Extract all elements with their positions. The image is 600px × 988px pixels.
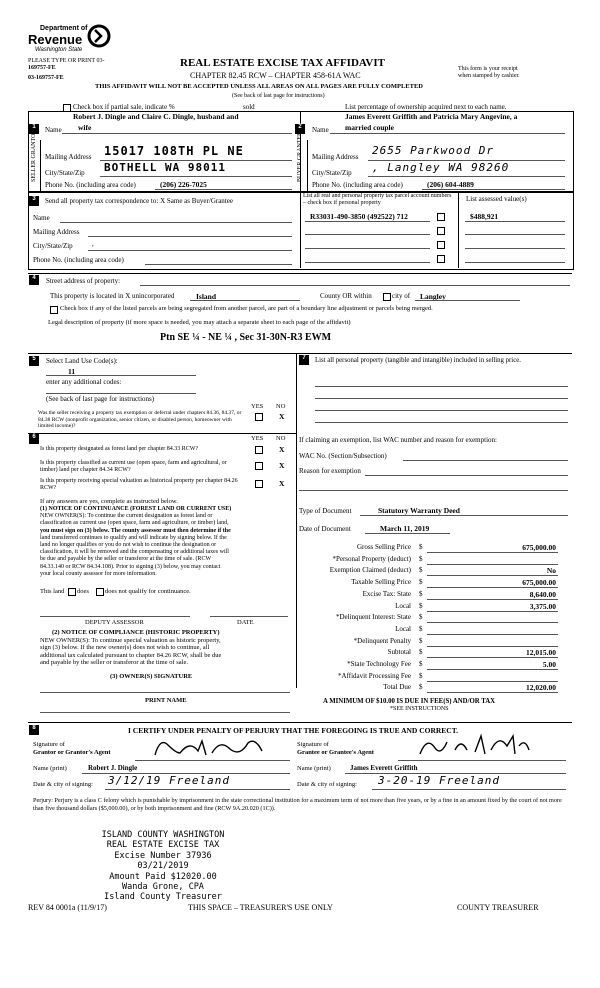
land-use-see-back: (See back of last page for instructions) (46, 395, 155, 403)
form-revision: REV 84 0001a (11/9/17) (28, 903, 107, 912)
continuance-line-6: classification, it will be removed and the compensating or additional taxes will (40, 549, 229, 556)
s5-q1-answer: X (279, 412, 285, 421)
seller-phone-value: (206) 226-7025 (160, 180, 207, 189)
parcel-header: List all real and personal property tax parcel account numbers – check box if personal property (303, 193, 452, 206)
fin-row-value: 675,000.00 (522, 543, 556, 552)
land-does-label: does (77, 588, 89, 595)
s5-yes-header: YES (251, 403, 264, 410)
s6-instructions: If any answers are yes, complete as instructed below. (40, 498, 178, 505)
fin-row-currency: $ (419, 660, 423, 668)
s5-exemption-question: Was the seller receiving a property tax exemption or deferral under chapters 84.36, 84.37, or 84.38 RCW (nonprofit organization, senior citizen, or disabled person, homeowner with limited income)? (38, 410, 242, 429)
fin-row-label: *Delinquent Interest: State (335, 613, 411, 622)
land-does-checkbox[interactable] (68, 588, 76, 596)
seller-city-label: City/State/Zip (45, 169, 85, 177)
parcel-number: R33031-490-3850 (492522) 712 (310, 212, 408, 221)
s6-q2-answer: X (279, 461, 285, 470)
grantor-signature (150, 735, 270, 761)
perjury-statement: Perjury: Perjury is a class C felony which is punishable by imprisonment in the state correctional institution for a maximum term of not more than five years, or by a fine in an amount fixed by the court of not more than five thousand dollars ($5,000.00), or by both imprisonment and fine (RCW 9A.20.020 (1C)). (33, 797, 562, 812)
minimum-fee-note: A MINIMUM OF $10.00 IS DUE IN FEE(S) AND/OR TAX (323, 698, 496, 705)
this-land-label: This land (40, 588, 65, 595)
dept-of: Department of (40, 25, 88, 32)
grantor-sig-label-2: Grantor or Grantor's Agent (33, 749, 111, 756)
wac-label: WAC No. (Section/Subsection) (299, 452, 387, 460)
continuance-line-3: you must sign on (3) below. The county assessor must then determine if the (40, 527, 231, 534)
s6-q3-yes-checkbox[interactable] (255, 480, 263, 488)
file-no-2: 03-169757-FE (28, 75, 64, 81)
fin-row-value: 675,000.00 (522, 578, 556, 588)
fin-row-label: Local (395, 601, 411, 610)
corr-name-label: Name (33, 214, 50, 222)
doc-date-value: March 11, 2019 (380, 524, 430, 533)
corr-city-label: City/State/Zip (33, 242, 73, 250)
stamp-line: Island County Treasurer (104, 892, 222, 903)
ownership-note: List percentage of ownership acquired next to each name. (345, 103, 507, 111)
section-number-7: 7 (299, 355, 309, 365)
fin-row-currency: $ (419, 589, 423, 598)
assessed-value: $488,921 (470, 212, 499, 221)
fin-row-currency: $ (419, 578, 423, 587)
city-value: Langley (420, 292, 446, 301)
s6-q3-answer: X (279, 479, 285, 488)
fin-row-label: Local (395, 624, 411, 633)
fin-row-currency: $ (419, 543, 423, 551)
fin-row-label: *Personal Property (deduct) (332, 554, 411, 563)
s5-q1-yes-checkbox[interactable] (255, 413, 263, 421)
doc-type-value: Statutory Warranty Deed (378, 506, 460, 515)
s6-q1-answer: X (279, 445, 285, 454)
buyer-city-label: City/State/Zip (312, 169, 352, 177)
doc-type-label: Type of Document (299, 507, 352, 515)
s6-forest-question: Is this property designated as forest land per chapter 84.33 RCW? (40, 446, 199, 452)
stamp-line: REAL ESTATE EXCISE TAX (106, 840, 220, 851)
stamp-line: Wanda Grone, CPA (122, 882, 204, 893)
county-or-within-label: County OR within (320, 292, 372, 300)
grantee-date-value: 3-20-19 Freeland (378, 774, 500, 787)
grantee-print-label: Name (print) (297, 765, 331, 772)
fin-row-label: Exemption Claimed (deduct) (329, 566, 411, 575)
grantee-print-value: James Everett Griffith (350, 764, 418, 772)
section-number-2: 2 (295, 124, 305, 134)
continuance-notice (40, 506, 290, 578)
dept-revenue: Revenue (28, 32, 83, 47)
exemption-label: If claiming an exemption, list WAC number and reason for exemption: (299, 436, 497, 444)
land-use-label: Select Land Use Code(s): (46, 357, 118, 365)
historic-line-4: and payable by the seller or transferor at the time of sale. (40, 659, 188, 667)
section-number-6: 6 (29, 434, 39, 444)
buyer-mailing-label: Mailing Address (312, 153, 359, 161)
section-number-5: 5 (29, 356, 39, 366)
within-city-checkbox[interactable] (383, 293, 391, 301)
city-of-label: city of (392, 292, 411, 300)
continuance-line-2: classification as current use (open space, farm and agriculture, or timber) land, (40, 520, 229, 527)
grantor-date-value: 3/12/19 Freeland (108, 774, 230, 787)
fin-row-currency: $ (419, 601, 423, 610)
street-address-label: Street address of property: (46, 277, 121, 285)
section-number-4: 4 (29, 275, 39, 285)
assessed-header: List assessed value(s) (466, 195, 527, 203)
buyer-phone-value: (206) 604-4889 (427, 180, 474, 189)
deputy-date-label: DATE (237, 619, 254, 626)
revenue-logo-icon (87, 24, 111, 48)
file-no-1: 169757-FE (28, 65, 56, 71)
stamp-line: 03/21/2019 (137, 861, 189, 872)
fin-row-currency: $ (419, 683, 423, 692)
grantee-sig-label-1: Signature of (297, 741, 329, 748)
fin-row-currency: $ (419, 554, 423, 563)
stamp-line: Amount Paid $12020.00 (109, 871, 217, 882)
parcel-personal-checkbox-2[interactable] (437, 227, 445, 235)
deputy-assessor-label: DEPUTY ASSESSOR (85, 619, 144, 626)
segregated-label: Check box if any of the listed parcels are being segregated from another parcel, are part of a boundary line adjustment or parcels being merged. (60, 305, 433, 312)
fin-row-label: *Delinquent Penalty (353, 636, 411, 645)
parcel-personal-checkbox-4[interactable] (437, 255, 445, 263)
section-number-8: 8 (29, 725, 39, 735)
form-warning: THIS AFFIDAVIT WILL NOT BE ACCEPTED UNLESS ALL AREAS ON ALL PAGES ARE FULLY COMPLETED (95, 83, 423, 90)
historic-line-2: sign (3) below. If the new owner(s) does not wish to continue, all (40, 644, 210, 652)
fin-row-value: 8,640.00 (529, 589, 556, 599)
print-name-label: PRINT NAME (145, 697, 187, 704)
segregated-checkbox[interactable] (50, 306, 58, 314)
additional-codes-label: enter any additional codes: (46, 378, 122, 386)
buyer-name-label: Name (312, 126, 329, 134)
county-treasurer-label: COUNTY TREASURER (457, 903, 539, 912)
legal-description-value: Ptn SE ¼ - NE ¼ , Sec 31-30N-R3 EWM (160, 332, 332, 343)
s6-historic-question: Is this property receiving special valuation as historical property per chapter 84.26 RCW? (40, 478, 238, 491)
historic-notice (40, 629, 290, 667)
continuance-line-4: land transferred continues to qualify and will indicate by signing below. If the (40, 534, 227, 541)
s6-current-use-question: Is this property classified as current use (open space, farm and agricultural, or timber) land per chapter 84.34 RCW? (40, 460, 227, 473)
located-in-label: This property is located in X unincorporated (50, 292, 175, 300)
fin-row-currency: $ (419, 648, 423, 657)
buyer-city-value: , Langley WA 98260 (372, 161, 510, 174)
receipt-note-1: This form is your receipt (458, 66, 518, 72)
grantor-print-label: Name (print) (33, 765, 67, 772)
s6-q2-yes-checkbox[interactable] (255, 462, 263, 470)
land-use-code: 11 (68, 367, 76, 376)
parcel-personal-checkbox-1[interactable] (437, 213, 445, 221)
receipt-note-2: when stamped by cashier. (458, 73, 520, 79)
treasurer-stamp (88, 830, 238, 903)
fin-row-label: Total Due (383, 683, 411, 692)
parcel-personal-checkbox-3[interactable] (437, 241, 445, 249)
grantor-date-label: Date & city of signing: (33, 781, 93, 788)
continuance-line-9: your local county assessor for more information. (40, 570, 157, 577)
buyer-name-line-1: James Everett Griffith and Patricia Mary Angevine, a (345, 112, 518, 121)
fin-row-value: 5.00 (542, 660, 556, 669)
county-value: Island (196, 292, 217, 301)
form-title: REAL ESTATE EXCISE TAX AFFIDAVIT (180, 57, 385, 69)
seller-name-line-2: wife (78, 123, 92, 132)
fin-row-label: Gross Selling Price (356, 543, 411, 551)
s6-no-header: NO (276, 435, 286, 442)
owner-signature-label: (3) OWNER(S) SIGNATURE (110, 673, 193, 680)
historic-line-1: NEW OWNER(S): To continue special valuation as historic property, (40, 636, 221, 644)
fin-row-currency: $ (419, 624, 423, 633)
continuance-line-5: land no longer qualifies or you do not wish to continue the designation or (40, 542, 217, 549)
section-number-3: 3 (29, 196, 39, 206)
seller-name-label: Name (45, 126, 62, 134)
grantee-signature (415, 732, 535, 760)
grantee-date-label: Date & city of signing: (297, 781, 357, 788)
grantor-sig-label-1: Signature of (33, 741, 65, 748)
fin-row-value: No (546, 566, 556, 576)
continuance-line-1: NEW OWNER(S): To continue the current designation as forest land or (40, 513, 213, 520)
fin-row-currency: $ (419, 566, 423, 575)
fin-row-value: 12,015.00 (526, 648, 556, 658)
grantor-print-value: Robert J. Dingle (88, 764, 138, 772)
corr-city-value: , (92, 240, 94, 248)
sold-label: sold (243, 103, 255, 111)
stamp-line: ISLAND COUNTY WASHINGTON (101, 830, 225, 840)
form-chapter: CHAPTER 82.45 RCW – CHAPTER 458-61A WAC (190, 71, 361, 80)
tax-correspondence-label: Send all property tax correspondence to: X Same as Buyer/Grantee (45, 197, 233, 205)
continuance-line-7: be due and payable by the seller or transferor at the time of sale. (RCW (40, 556, 212, 563)
partial-sale-label: Check box if partial sale, indicate % (73, 103, 175, 111)
s6-yes-header: YES (251, 435, 264, 442)
personal-property-label: List all personal property (tangible and intangible) included in selling price. (315, 357, 521, 364)
print-note: PLEASE TYPE OR PRINT 03- (28, 58, 105, 64)
legal-description-label: Legal description of property (if more space is needed, you may attach a separate sheet to each page of the affidavit) (48, 319, 351, 326)
seller-mailing-value: 15017 108TH PL NE (104, 144, 244, 158)
doc-date-label: Date of Document (299, 525, 351, 533)
seller-name-line-1: Robert J. Dingle and Claire C. Dingle, husband and (73, 112, 239, 121)
fin-row-label: Taxable Selling Price (351, 578, 411, 587)
dept-state: Washington State (35, 47, 83, 53)
continuance-line-8: 84.33.140 or RCW 84.34.108). Prior to signing (3) below, you may contact (40, 563, 221, 570)
seller-side-label: SELLER GRANTOR (31, 129, 37, 182)
buyer-mailing-value: 2655 Parkwood Dr (372, 144, 494, 157)
treasurer-use-only: THIS SPACE – TREASURER'S USE ONLY (188, 903, 333, 912)
fin-row-currency: $ (419, 671, 423, 680)
corr-phone-label: Phone No. (including area code) (33, 256, 124, 264)
s5-no-header: NO (276, 403, 286, 410)
corr-mailing-label: Mailing Address (33, 228, 80, 236)
s6-q1-yes-checkbox[interactable] (255, 446, 263, 454)
fin-row-label: Excise Tax: State (362, 589, 411, 598)
land-does-not-label: does not qualify for continuance. (105, 588, 191, 595)
fin-row-value: 3,375.00 (529, 601, 556, 611)
fin-row-value: 12,020.00 (526, 683, 556, 693)
seller-phone-label: Phone No. (including area code) (45, 181, 136, 189)
see-back-note: (See back of last page for instructions) (232, 93, 325, 99)
exemption-reason-label: Reason for exemption (299, 467, 361, 475)
section-number-1: 1 (29, 124, 39, 134)
fin-row-currency: $ (419, 636, 423, 645)
buyer-side-label: BUYER GRANTEE (297, 132, 303, 182)
seller-mailing-label: Mailing Address (45, 153, 92, 161)
land-does-not-checkbox[interactable] (96, 588, 104, 596)
buyer-phone-label: Phone No. (including area code) (312, 181, 403, 189)
certify-statement: I CERTIFY UNDER PENALTY OF PERJURY THAT THE FOREGOING IS TRUE AND CORRECT. (128, 726, 459, 735)
fin-row-label: *Affidavit Processing Fee (338, 671, 411, 680)
historic-title: (2) NOTICE OF COMPLIANCE (HISTORIC PROPERTY) (52, 629, 220, 636)
stamp-line: Excise Number 37936 (114, 850, 212, 861)
historic-line-3: additional tax calculated pursuant to chapter 84.26 RCW, shall be due (40, 651, 222, 659)
see-instructions-note: *SEE INSTRUCTIONS (390, 706, 449, 712)
continuance-title: (1) NOTICE OF CONTINUANCE (FOREST LAND OR CURRENT USE) (40, 506, 232, 512)
fin-row-label: Subtotal (387, 648, 411, 657)
seller-city-value: BOTHELL WA 98011 (104, 161, 226, 174)
fin-row-label: *State Technology Fee (347, 660, 411, 668)
buyer-name-line-2: married couple (345, 123, 394, 132)
fin-row-currency: $ (419, 613, 423, 622)
grantee-sig-label-2: Grantee or Grantee's Agent (297, 749, 374, 756)
